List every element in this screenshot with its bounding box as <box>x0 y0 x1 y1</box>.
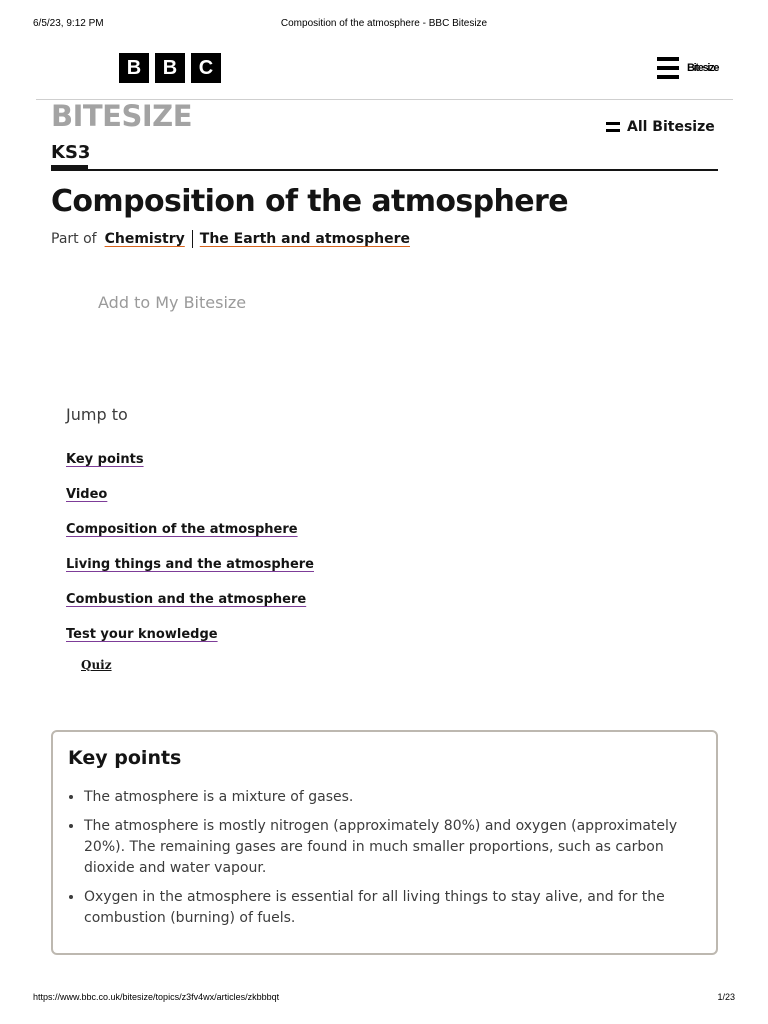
quiz-link[interactable]: Quiz <box>81 658 112 672</box>
key-points-heading: Key points <box>68 747 182 769</box>
list-item <box>66 518 314 553</box>
print-footer <box>0 992 768 1006</box>
jump-link-composition[interactable]: Composition of the atmosphere <box>66 522 298 537</box>
menu-button[interactable] <box>657 57 718 79</box>
jump-link-test-knowledge[interactable]: Test your knowledge <box>66 627 218 642</box>
key-point-item: • The atmosphere is mostly nitrogen (approximately 80%) and oxygen (approximately 20%). The remaining gases are found in much smaller proportions, such as carbon dioxide and water vapour. <box>84 816 704 879</box>
bbc-logo-letter: B <box>119 53 149 83</box>
menu-label: Bitesize <box>687 62 719 74</box>
all-bitesize-button[interactable] <box>606 119 715 135</box>
print-header <box>0 18 768 32</box>
breadcrumb-link-earth-atmosphere[interactable]: The Earth and atmosphere <box>199 231 410 247</box>
print-page-number: 1/23 <box>717 992 735 1002</box>
level-tab[interactable]: KS3 <box>51 142 91 163</box>
list-item <box>66 553 314 588</box>
breadcrumb-link-chemistry[interactable]: Chemistry <box>104 231 185 247</box>
hamburger-icon <box>657 57 679 79</box>
list-item <box>66 588 314 623</box>
print-date: 6/5/23, 9:12 PM <box>33 18 104 29</box>
print-title: Composition of the atmosphere - BBC Bitesize <box>280 18 488 29</box>
list-item <box>66 448 314 483</box>
bbc-logo-letter: C <box>191 53 221 83</box>
bbc-logo[interactable] <box>119 53 221 83</box>
menu-icon <box>606 122 620 132</box>
part-of-label: Part of <box>51 231 97 247</box>
add-to-my-bitesize-button[interactable]: Add to My Bitesize <box>98 293 247 312</box>
page-title: Composition of the atmosphere <box>51 184 568 219</box>
print-url: https://www.bbc.co.uk/bitesize/topics/z3fv4wx/articles/zkbbbqt <box>33 992 280 1002</box>
all-bitesize-label: All Bitesize <box>627 119 715 135</box>
jump-link-combustion[interactable]: Combustion and the atmosphere <box>66 592 307 607</box>
list-item <box>66 483 314 518</box>
bbc-logo-letter: B <box>155 53 185 83</box>
key-point-item: • The atmosphere is a mixture of gases. <box>84 787 704 808</box>
jump-link-key-points[interactable]: Key points <box>66 452 144 467</box>
jump-to-label: Jump to <box>66 405 128 424</box>
key-point-item: • Oxygen in the atmosphere is essential for all living things to stay alive, and for the combustion (burning) of fuels. <box>84 887 704 929</box>
level-divider <box>51 169 718 171</box>
breadcrumb <box>51 230 410 248</box>
key-points-box <box>51 730 718 955</box>
jump-link-living-things[interactable]: Living things and the atmosphere <box>66 557 314 572</box>
bitesize-brand[interactable]: BITESIZE <box>51 99 192 133</box>
jump-link-video[interactable]: Video <box>66 487 108 502</box>
breadcrumb-separator <box>192 230 193 248</box>
list-item <box>66 623 314 658</box>
key-points-list <box>68 787 704 937</box>
jump-to-list <box>66 448 314 658</box>
